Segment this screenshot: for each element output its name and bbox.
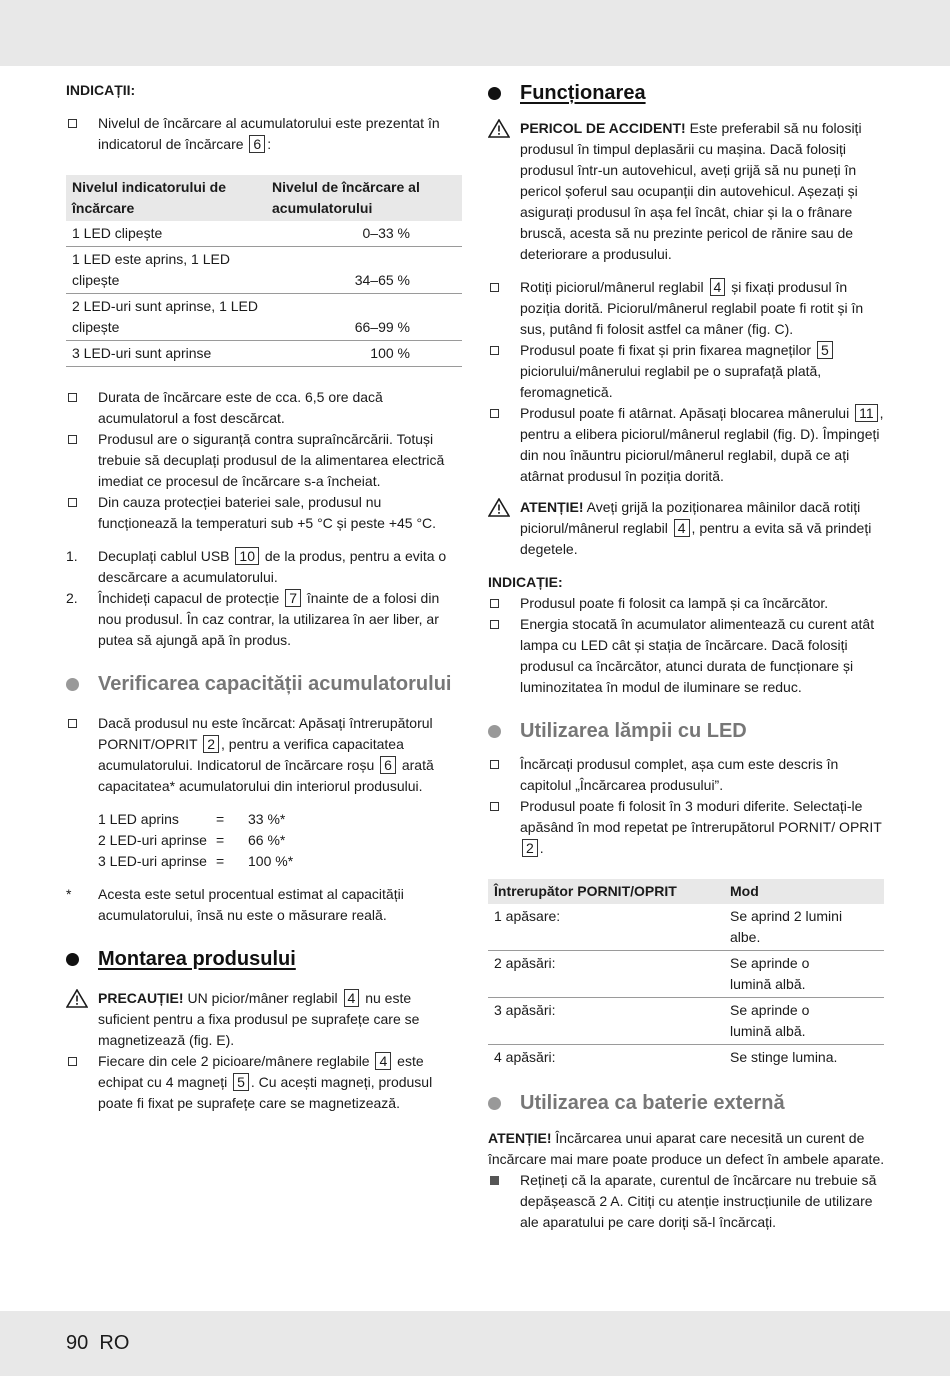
checkbox-bullet-icon (68, 119, 77, 128)
ref-badge: 2 (522, 839, 538, 857)
table-header: Mod (724, 879, 884, 904)
mode-table (488, 879, 884, 1070)
square-bullet-icon (490, 1176, 499, 1185)
note-heading: INDICAȚIE: (488, 574, 563, 590)
ref-badge: 4 (710, 278, 726, 296)
ref-badge: 4 (674, 519, 690, 537)
checkbox-bullet-icon (68, 498, 77, 507)
list-item: Produsul poate fi folosit ca lampă și ca încărcător. (488, 593, 884, 614)
warning-triangle-icon (488, 119, 510, 138)
checkbox-bullet-icon (490, 599, 499, 608)
table-row: 2 LED-uri sunt aprinse, 1 LED clipește 66–99 % (66, 294, 462, 341)
list-item: Rotiți piciorul/mânerul reglabil 4 și fixați produsul în poziția dorită. Piciorul/mânerul reglabil poate fi rotit și în sus, putând fi folosit astfel ca mâner (fig. C). (488, 277, 884, 340)
checkbox-bullet-icon (490, 802, 499, 811)
warning-triangle-icon (488, 498, 510, 517)
list-item: Rețineți că la aparate, curentul de încărcare nu trebuie să depășească 2 A. Citiți cu atenție instrucțiunile de utilizare ale aparatului pe care doriți să-l încărcați. (488, 1170, 884, 1233)
bullet-dot-icon (488, 1097, 501, 1110)
capacity-list: 1 LED aprins = 33 %* 2 LED-uri aprinse = 66 %* 3 LED-uri aprinse = 100 %* (98, 811, 294, 869)
checkbox-bullet-icon (490, 620, 499, 629)
section-heading: Utilizarea ca baterie externă (488, 1090, 884, 1116)
list-item: Energia stocată în acumulator alimentează cu curent atât lampa cu LED cât și stația de încărcare. Dacă folosiți produsul ca încărcător, atunci durata de funcționare și luminozitatea în modul de iluminare se reduc. (488, 614, 884, 698)
ref-badge: 4 (375, 1052, 391, 1070)
list-item: Produsul are o siguranță contra supraîncărcării. Totuși trebuie să decuplați produsul de la alimentarea electrică imediat ce procesul de încărcare s-a încheiat. (66, 429, 462, 492)
note-item: Nivelul de încărcare al acumulatorului este prezentat în indicatorul de încărcare 6 : (66, 113, 462, 155)
table-row: 3 LED-uri sunt aprinse 100 % (66, 341, 462, 367)
caution-note: PRECAUȚIE! UN picior/mâner reglabil 4 nu este suficient pentru a fixa produsul pe suprafețe care se magnetizează (fig. E). (66, 988, 462, 1051)
ref-badge: 10 (235, 547, 259, 565)
list-item: Durata de încărcare este de cca. 6,5 ore dacă acumulatorul a fost descărcat. (66, 387, 462, 429)
page-number: 90 RO (66, 1332, 130, 1354)
table-row: 2 apăsări: Se aprinde o lumină albă. (488, 951, 884, 998)
charge-level-table (66, 175, 462, 367)
table-header: Nivelul de încărcare al acumulatorului (266, 175, 462, 221)
numbered-step: 1. Decuplați cablul USB 10 de la produs, pentru a evita o descărcare a acumulatorului. (66, 548, 447, 585)
table-header: Nivelul indicatorului de încărcare (66, 175, 266, 221)
table-row: 4 apăsări: Se stinge lumina. (494, 1049, 838, 1065)
ref-badge: 4 (344, 989, 360, 1007)
bullet-dot-icon (66, 678, 79, 691)
ref-badge: 6 (380, 756, 396, 774)
bullet-dot-icon (488, 87, 501, 100)
numbered-step: 2. Închideți capacul de protecție 7 înainte de a folosi din nou produsul. În caz contrar, la utilizarea în aer liber, ar putea să ajungă apă în produs. (66, 590, 440, 648)
ref-badge: 5 (233, 1073, 249, 1091)
section-heading: Funcționarea (488, 80, 884, 106)
checkbox-bullet-icon (490, 283, 499, 292)
section-heading: Utilizarea lămpii cu LED (488, 718, 884, 744)
table-row: 1 LED clipește 0–33 % (66, 221, 462, 247)
section-heading: Montarea produsului (66, 946, 462, 972)
checkbox-bullet-icon (490, 760, 499, 769)
ref-badge: 2 (203, 735, 219, 753)
list-item: Încărcați produsul complet, așa cum este descris în capitolul „Încărcarea produsului”. (488, 754, 884, 796)
attention-paragraph: ATENȚIE! Încărcarea unui aparat care necesită un curent de încărcare mai mare poate produce un defect în ambele aparate. (488, 1130, 885, 1167)
table-row: 1 LED este aprins, 1 LED clipește 34–65 % (66, 247, 462, 294)
ref-badge: 7 (285, 589, 301, 607)
list-item: Din cauza protecției bateriei sale, produsul nu funcționează la temperaturi sub +5 °C și peste +45 °C. (66, 492, 462, 534)
right-column (488, 80, 884, 1233)
checkbox-bullet-icon (490, 346, 499, 355)
list-item: Fiecare din cele 2 picioare/mânere reglabile 4 este echipat cu 4 magneți 5 . Cu acești magneți, produsul poate fi fixat pe suprafețe care se magnetizează. (66, 1051, 462, 1114)
danger-note: PERICOL DE ACCIDENT! Este preferabil să nu folosiți produsul în timpul deplasării cu mașina. Dacă folosiți produsul într-un autovehicul, aveți grijă să nu puneți în pericol șoferul sau ocupanții din autovehicul. Așezați și asigurați produsul în așa fel încât, chiar și la o frânare bruscă, acesta să nu prezinte pericol de rănire sau de deteriorare a produsului. (488, 118, 884, 265)
header-band (0, 0, 950, 66)
ref-badge: 11 (855, 404, 878, 422)
list-item: Produsul poate fi folosit în 3 moduri diferite. Selectați-le apăsând în mod repetat pe întrerupătorul PORNIT/ OPRIT 2 . (488, 796, 884, 859)
table-row: 3 apăsări: Se aprinde o lumină albă. (488, 998, 884, 1045)
ref-badge: 5 (817, 341, 833, 359)
left-column (66, 80, 462, 1114)
list-item: Dacă produsul nu este încărcat: Apăsați întrerupătorul PORNIT/OPRIT 2 , pentru a verifica capacitatea acumulatorului. Indicatorul de încărcare roșu 6 arată capacitatea* acumulatorului din interiorul produsului. (66, 713, 462, 797)
attention-note: ATENȚIE! Aveți grijă la poziționarea mâinilor dacă rotiți piciorul/mânerul reglabil 4 , pentru a evita să vă prindeți degetele. (488, 497, 884, 560)
checkbox-bullet-icon (490, 409, 499, 418)
checkbox-bullet-icon (68, 1057, 77, 1066)
list-item: Produsul poate fi atârnat. Apăsați blocarea mânerului 11 , pentru a elibera piciorul/mânerul reglabil (fig. D). Împingeți din nou înăuntru piciorul/mânerul reglabil, după ce ați atârnat produsul în poziția dorită. (488, 403, 884, 487)
footnote: * Acesta este setul procentual estimat al capacității acumulatorului, însă nu este o măsurare reală. (66, 886, 404, 923)
footer-band (0, 1311, 950, 1376)
section-heading: Verificarea capacității acumulatorului (66, 671, 462, 697)
checkbox-bullet-icon (68, 435, 77, 444)
bullet-dot-icon (488, 725, 501, 738)
warning-triangle-icon (66, 989, 88, 1008)
ref-badge: 6 (249, 135, 265, 153)
table-header: Întrerupător PORNIT/OPRIT (488, 879, 724, 904)
bullet-dot-icon (66, 953, 79, 966)
list-item: Produsul poate fi fixat și prin fixarea magneților 5 piciorului/mânerului reglabil pe o suprafață plată, feromagnetică. (488, 340, 884, 403)
checkbox-bullet-icon (68, 393, 77, 402)
checkbox-bullet-icon (68, 719, 77, 728)
note-heading: INDICAȚII: (66, 82, 136, 98)
table-row: 1 apăsare: Se aprind 2 lumini albe. (488, 904, 884, 951)
